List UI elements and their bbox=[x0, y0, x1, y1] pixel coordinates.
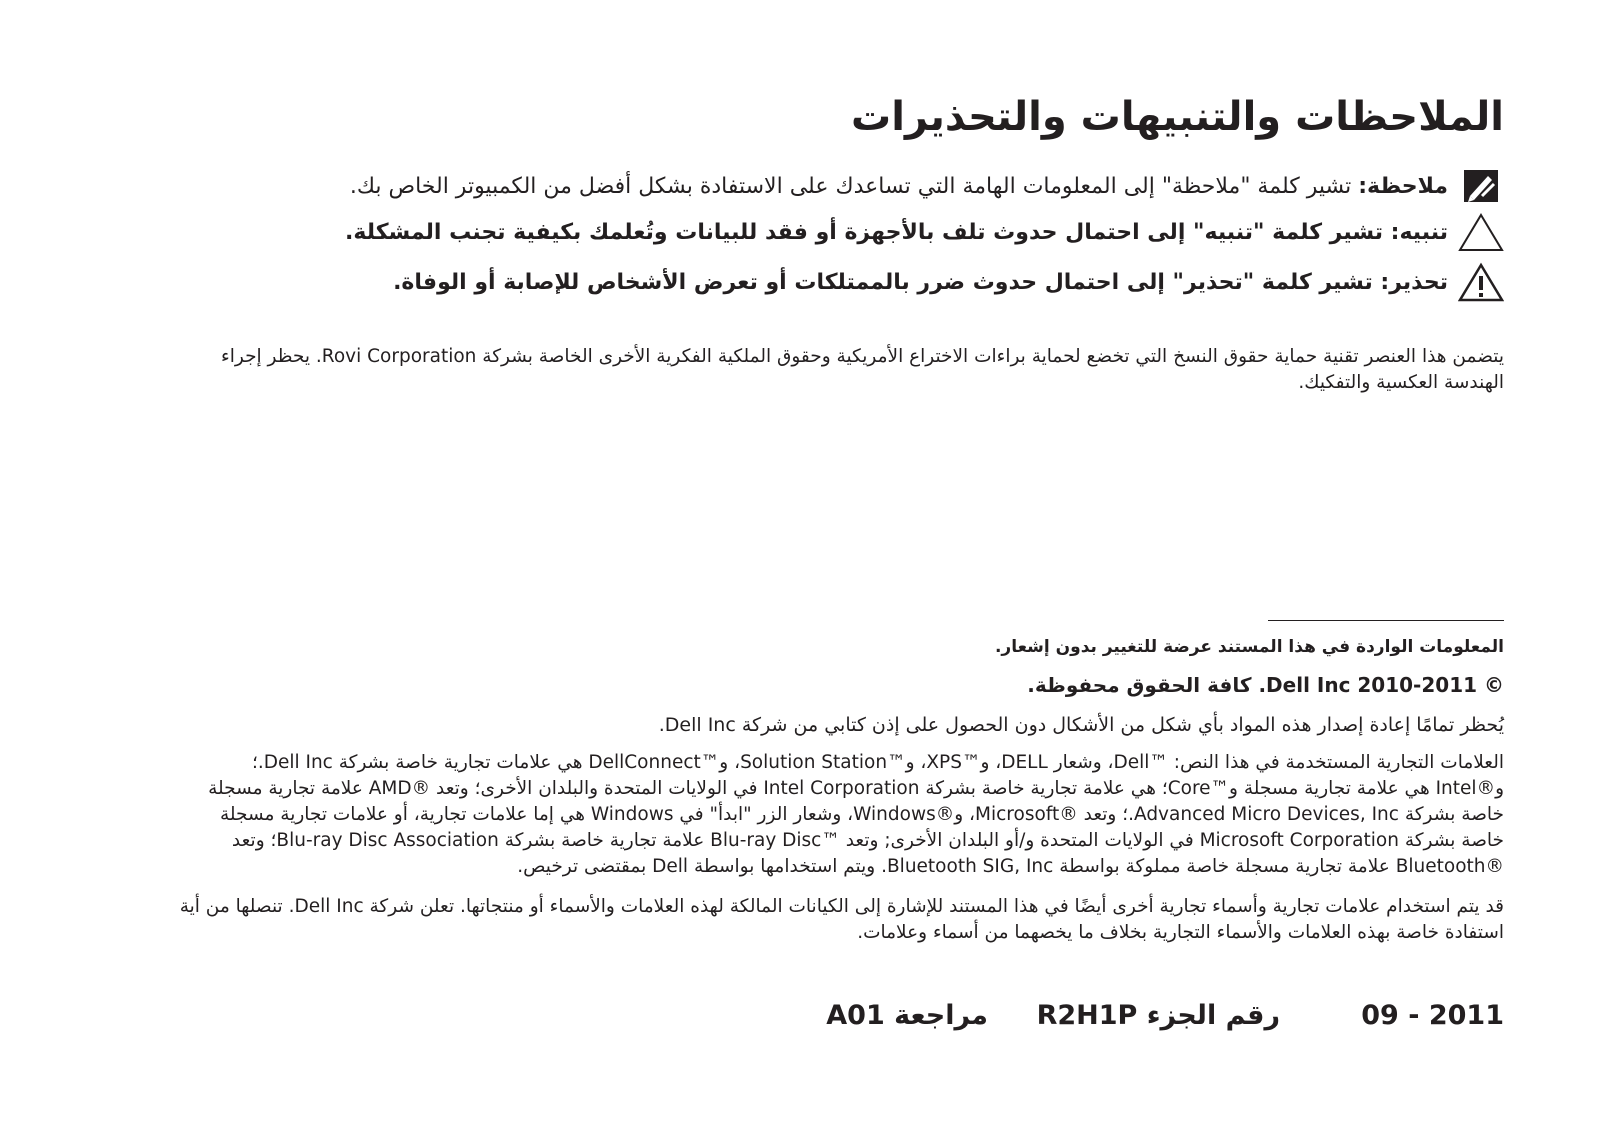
copyright-text: © 2010-2011 Dell Inc. كافة الحقوق محفوظة. bbox=[1027, 673, 1504, 697]
warning-notice bbox=[104, 262, 1504, 302]
caution-text: تشير كلمة "تنبيه" إلى احتمال حدوث تلف بالأجهزة أو فقد للبيانات وتُعلمك بكيفية تجنب المشكلة. bbox=[345, 219, 1383, 245]
other-marks-paragraph bbox=[94, 894, 1504, 946]
trademark-line: و®Intel هي علامة تجارية مسجلة و™Core؛ هي علامة تجارية خاصة بشركة Intel Corporation في الولايات المتحدة والبلدان الأخرى؛ وتعد ®AMD علامة تجارية مسجلة bbox=[208, 778, 1504, 799]
warning-label: تحذير: bbox=[1380, 269, 1448, 295]
trademark-line: العلامات التجارية المستخدمة في هذا النص: ™Dell، وشعار DELL، و™XPS، و™Solution Station، و™DellConnect هي علامات تجارية خاصة بشركة Dell Inc.؛ bbox=[251, 752, 1504, 773]
note-text: تشير كلمة "ملاحظة" إلى المعلومات الهامة التي تساعدك على الاستفادة بشكل أفضل من الكمبيوتر الخاص بك. bbox=[349, 173, 1352, 199]
trademark-line: خاصة بشركة Microsoft Corporation في الولايات المتحدة و/أو البلدان الأخرى; وتعد ™Blu-ray Disc علامة تجارية خاصة بشركة Blu-ray Disc Association؛ وتعد bbox=[231, 830, 1504, 851]
caution-label: تنبيه: bbox=[1390, 219, 1448, 245]
trademark-line: ®Bluetooth علامة تجارية مسجلة خاصة مملوكة بواسطة Bluetooth SIG, Inc. ويتم استخدامها بواسطة Dell بمقتضى ترخيص. bbox=[517, 856, 1504, 877]
rovi-line: الهندسة العكسية والتفكيك. bbox=[1298, 372, 1504, 393]
caution-triangle-icon bbox=[1458, 212, 1504, 252]
separator-rule bbox=[1268, 620, 1504, 621]
note-label: ملاحظة: bbox=[1358, 173, 1448, 199]
other-marks-line: استفادة خاصة بهذه العلامات والأسماء التجارية بخلاف ما يخصهما من أسماء وعلامات. bbox=[857, 922, 1504, 943]
page-title: الملاحظات والتنبيهات والتحذيرات bbox=[851, 94, 1504, 140]
reproduction-text: يُحظر تمامًا إعادة إصدار هذه المواد بأي شكل من الأشكال دون الحصول على إذن كتابي من شركة Dell Inc. bbox=[658, 714, 1504, 736]
warning-text: تشير كلمة "تحذير" إلى احتمال حدوث ضرر بالممتلكات أو تعرض الأشخاص للإصابة أو الوفاة. bbox=[393, 269, 1373, 295]
rovi-line: يتضمن هذا العنصر تقنية حماية حقوق النسخ التي تخضع لحماية براءات الاختراع الأمريكية وحقوق الملكية الفكرية الأخرى الخاصة بشركة Rovi Corporation. يحظر إجراء bbox=[221, 346, 1504, 367]
trademarks-paragraph bbox=[94, 750, 1504, 880]
subject-to-change-text: المعلومات الواردة في هذا المستند عرضة للتغيير بدون إشعار. bbox=[994, 637, 1504, 657]
warning-exclamation-icon bbox=[1458, 262, 1504, 302]
note-pencil-icon bbox=[1458, 166, 1504, 206]
footer-date: 2011 - 09 bbox=[1361, 1000, 1504, 1031]
footer-part-number: رقم الجزء R2H1P bbox=[1036, 1000, 1280, 1031]
footer-revision: مراجعة A01 bbox=[826, 1000, 988, 1031]
trademark-line: خاصة بشركة Advanced Micro Devices, Inc.؛ وتعد ®Microsoft، و®Windows، وشعار الزر "ابدأ" في Windows هي إما علامات تجارية، أو علامات تجارية مسجلة bbox=[220, 804, 1504, 825]
note-notice bbox=[104, 166, 1504, 206]
rovi-paragraph bbox=[94, 344, 1504, 396]
other-marks-line: قد يتم استخدام علامات تجارية وأسماء تجارية أخرى أيضًا في هذا المستند للإشارة إلى الكيانات المالكة لهذه العلامات والأسماء أو منتجاتها. تعلن شركة Dell Inc. تنصلها من أية bbox=[179, 896, 1504, 917]
caution-notice bbox=[104, 212, 1504, 252]
